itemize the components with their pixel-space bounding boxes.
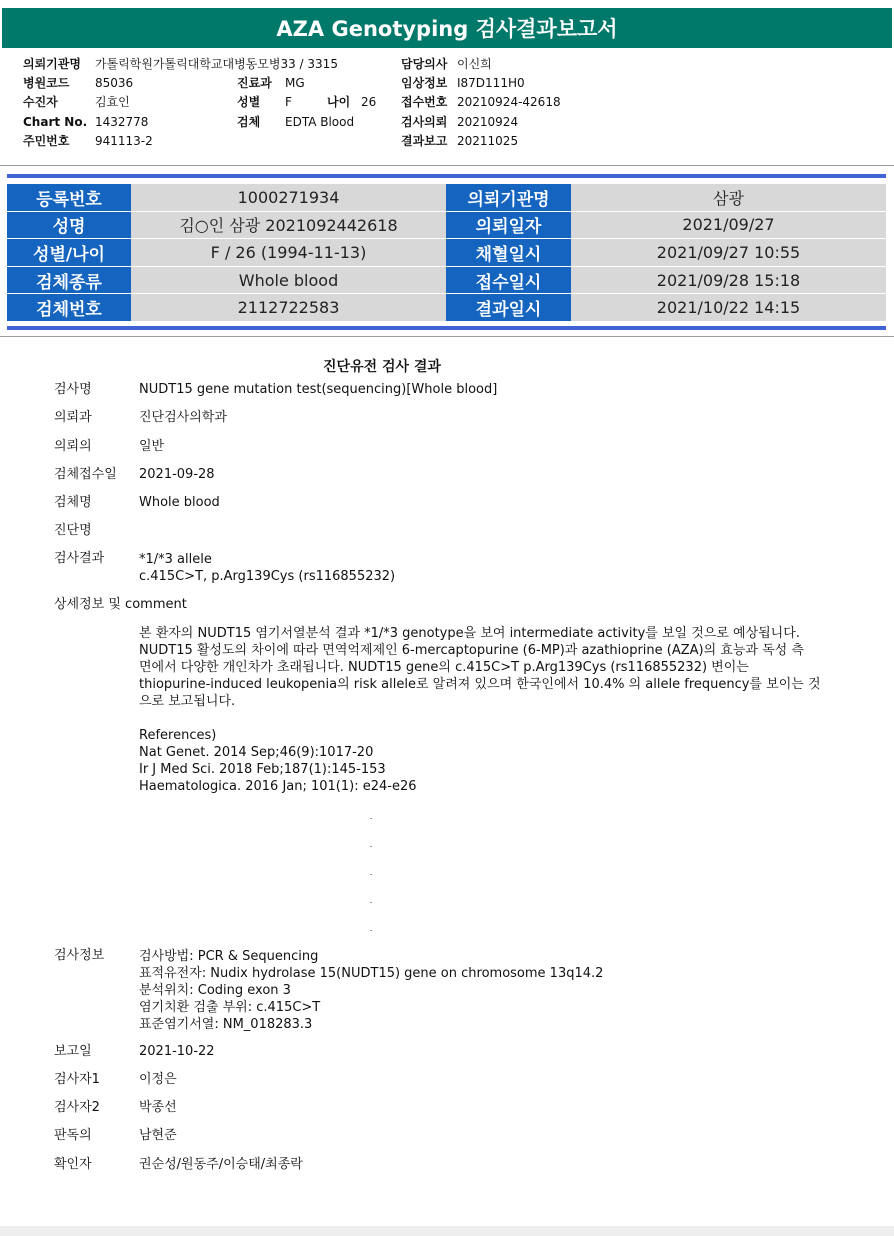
header-patient: 수진자 김효인 bbox=[23, 95, 130, 109]
report-title: AZA Genotyping 검사결과보고서 bbox=[2, 8, 892, 48]
grid-value: 2021/10/22 14:15 bbox=[571, 294, 886, 322]
grid-row bbox=[7, 212, 886, 240]
header-resident-no: 주민번호 941113-2 bbox=[23, 134, 153, 148]
report-date-value: 2021-10-22 bbox=[139, 1044, 215, 1059]
received-date-label: 검체접수일 bbox=[54, 467, 117, 482]
header-age: 나이 26 bbox=[327, 95, 377, 109]
department-label: 의뢰과 bbox=[54, 410, 92, 425]
references bbox=[139, 727, 417, 795]
grid-row bbox=[7, 184, 886, 212]
test-info-value bbox=[139, 948, 603, 1033]
requesting-doctor-label: 의뢰의 bbox=[54, 439, 92, 454]
grid-value: Whole blood bbox=[131, 267, 446, 295]
header-report-date: 결과보고 20211025 bbox=[401, 134, 519, 148]
result-label: 검사결과 bbox=[54, 551, 105, 566]
comment-line: 으로 보고됩니다. bbox=[139, 694, 236, 709]
tester2-value: 박종선 bbox=[139, 1100, 177, 1115]
comment-line: NUDT15 활성도의 차이에 따라 면역억제제인 6-mercaptopurine (6-MP)과 azathioprine (AZA)의 효능과 독성 측 bbox=[139, 643, 804, 658]
diagnosis-label: 진단명 bbox=[54, 523, 92, 538]
grid-value: 2021/09/27 bbox=[571, 212, 886, 240]
divider bbox=[7, 326, 886, 330]
grid-label: 접수일시 bbox=[446, 267, 571, 295]
header-institution: 의뢰기관명 가톨릭학원가톨릭대학교대병동모병33 / 3315 bbox=[23, 57, 338, 71]
confirmer-value: 권순성/원동주/이승태/최종락 bbox=[139, 1157, 303, 1172]
specimen-value: Whole blood bbox=[139, 495, 220, 510]
grid-label: 성별/나이 bbox=[7, 239, 131, 267]
tester2-label: 검사자2 bbox=[54, 1100, 100, 1115]
test-name-label: 검사명 bbox=[54, 382, 92, 397]
reference-item: Ir J Med Sci. 2018 Feb;187(1):145-153 bbox=[139, 762, 386, 777]
grid-value: 2112722583 bbox=[131, 294, 446, 322]
grid-row bbox=[7, 294, 886, 322]
comment-line: 면에서 다양한 개인차가 초래됩니다. NUDT15 gene의 c.415C>T p.Arg139Cys (rs116855232) 변이는 bbox=[139, 660, 749, 675]
grid-value: 2021/09/28 15:18 bbox=[571, 267, 886, 295]
result-allele: *1/*3 allele bbox=[139, 552, 212, 567]
test-name-value: NUDT15 gene mutation test(sequencing)[Whole blood] bbox=[139, 382, 498, 397]
spacer-dot bbox=[370, 902, 372, 903]
tester1-value: 이정은 bbox=[139, 1072, 177, 1087]
department-value: 진단검사의학과 bbox=[139, 410, 227, 425]
divider bbox=[0, 165, 894, 166]
specimen-label: 검체명 bbox=[54, 495, 92, 510]
divider bbox=[0, 336, 894, 337]
reference-heading: References) bbox=[139, 728, 217, 743]
test-info-line: 분석위치: Coding exon 3 bbox=[139, 983, 291, 998]
comment-label: 상세정보 및 comment bbox=[54, 597, 187, 612]
header-receipt-no: 접수번호 20210924-42618 bbox=[401, 95, 561, 109]
spacer-dot bbox=[370, 818, 372, 819]
reader-label: 판독의 bbox=[54, 1128, 92, 1143]
grid-label: 의뢰일자 bbox=[446, 212, 571, 240]
comment-line: thiopurine-induced leukopenia의 risk allele로 알려져 있으며 한국인에서 10.4% 의 allele frequency를 보이는 것 bbox=[139, 677, 821, 692]
grid-label: 검체번호 bbox=[7, 294, 131, 322]
spacer-dot bbox=[370, 874, 372, 875]
reader-value: 남현준 bbox=[139, 1128, 177, 1143]
spacer-dot bbox=[370, 846, 372, 847]
grid-label: 검체종류 bbox=[7, 267, 131, 295]
test-info-label: 검사정보 bbox=[54, 948, 105, 963]
confirmer-label: 확인자 bbox=[54, 1157, 92, 1172]
patient-info-grid bbox=[7, 184, 886, 322]
footer-band bbox=[0, 1226, 894, 1236]
grid-value: 2021/09/27 10:55 bbox=[571, 239, 886, 267]
header-doctor: 담당의사 이신희 bbox=[401, 57, 492, 71]
grid-value: F / 26 (1994-11-13) bbox=[131, 239, 446, 267]
divider bbox=[7, 174, 886, 178]
header-chart-no: Chart No. 1432778 bbox=[23, 115, 149, 129]
header-department: 진료과 MG bbox=[237, 76, 305, 90]
spacer-dot bbox=[370, 930, 372, 931]
test-info-line: 표준염기서열: NM_018283.3 bbox=[139, 1017, 313, 1032]
header-request-date: 검사의뢰 20210924 bbox=[401, 115, 519, 129]
result-variant: c.415C>T, p.Arg139Cys (rs116855232) bbox=[139, 569, 396, 584]
grid-row bbox=[7, 239, 886, 267]
comment-text bbox=[139, 625, 839, 710]
received-date-value: 2021-09-28 bbox=[139, 467, 215, 482]
reference-item: Haematologica. 2016 Jan; 101(1): e24-e26 bbox=[139, 779, 417, 794]
grid-row bbox=[7, 267, 886, 295]
header-hospital-code: 병원코드 85036 bbox=[23, 76, 134, 90]
header-sex: 성별 F bbox=[237, 95, 292, 109]
header-clinical-info: 임상정보 I87D111H0 bbox=[401, 76, 525, 90]
requesting-doctor-value: 일반 bbox=[139, 439, 165, 454]
grid-label: 의뢰기관명 bbox=[446, 184, 571, 212]
comment-line: 본 환자의 NUDT15 염기서열분석 결과 *1/*3 genotype을 보여 intermediate activity를 보일 것으로 예상됩니다. bbox=[139, 626, 800, 641]
grid-label: 결과일시 bbox=[446, 294, 571, 322]
grid-value: 삼광 bbox=[571, 184, 886, 212]
test-info-line: 염기치환 검출 부위: c.415C>T bbox=[139, 1000, 321, 1015]
grid-label: 채혈일시 bbox=[446, 239, 571, 267]
reference-item: Nat Genet. 2014 Sep;46(9):1017-20 bbox=[139, 745, 374, 760]
header-specimen: 검체 EDTA Blood bbox=[237, 115, 355, 129]
section-title: 진단유전 검사 결과 bbox=[323, 359, 441, 375]
grid-value: 김○인 삼광 2021092442618 bbox=[131, 212, 446, 240]
grid-label: 등록번호 bbox=[7, 184, 131, 212]
test-info-line: 표적유전자: Nudix hydrolase 15(NUDT15) gene on chromosome 13q14.2 bbox=[139, 966, 604, 981]
grid-value: 1000271934 bbox=[131, 184, 446, 212]
grid-label: 성명 bbox=[7, 212, 131, 240]
tester1-label: 검사자1 bbox=[54, 1072, 100, 1087]
test-info-line: 검사방법: PCR & Sequencing bbox=[139, 949, 319, 964]
report-date-label: 보고일 bbox=[54, 1044, 92, 1059]
